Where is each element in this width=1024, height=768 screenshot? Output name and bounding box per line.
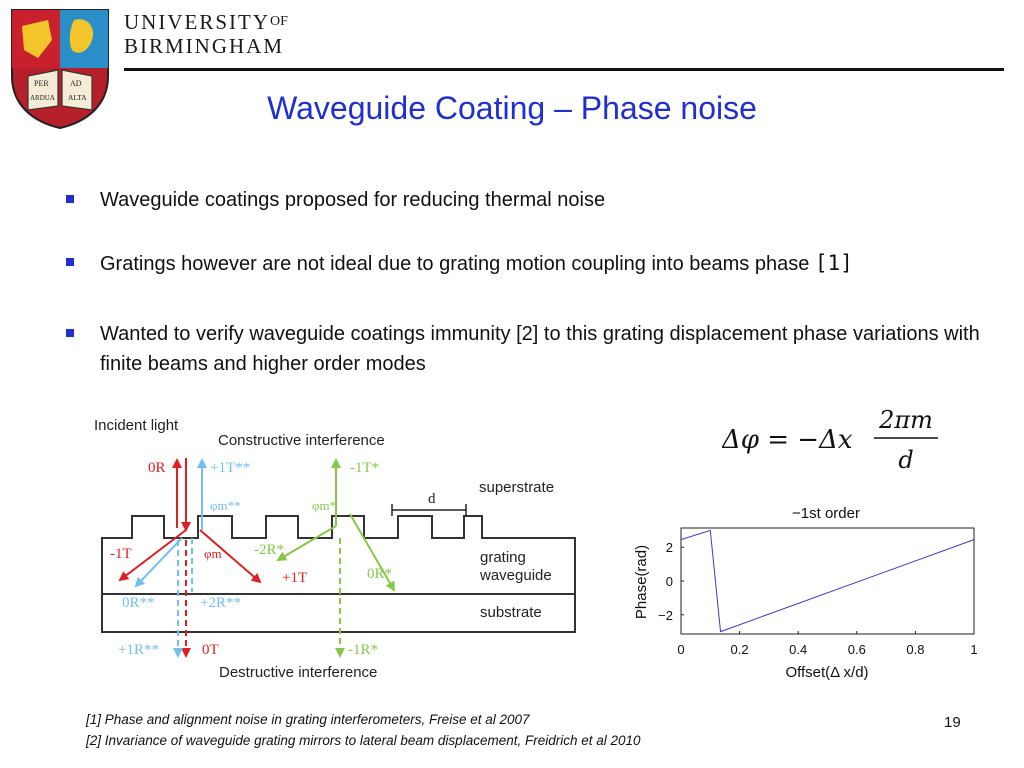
reference-item: [1] Phase and alignment noise in grating interferometers, Freise et al 2007	[86, 712, 530, 727]
bullet-reference: [1]	[814, 251, 853, 275]
beam-label: φm**	[210, 498, 241, 513]
svg-text:AD: AD	[70, 79, 82, 88]
x-tick-label: 0.8	[906, 642, 925, 657]
period-d-label: d	[428, 491, 436, 507]
x-axis-label: Offset(Δ x/d)	[785, 664, 869, 681]
beam-label: -1T*	[350, 460, 380, 476]
page-number: 19	[944, 714, 961, 731]
destructive-label: Destructive interference	[219, 664, 378, 681]
svg-text:ARDUA: ARDUA	[30, 94, 55, 102]
formula-numerator: 2πm	[879, 406, 933, 434]
beam-label: φm	[204, 546, 222, 561]
bullet-square-icon	[66, 195, 74, 203]
y-axis-label: Phase(rad)	[633, 544, 650, 620]
university-line1: UNIVERSITY	[124, 10, 270, 34]
header-rule	[124, 68, 1004, 71]
bullet-text: Gratings however are not ideal due to grating motion coupling into beams phase	[100, 253, 815, 275]
university-line2: BIRMINGHAM	[124, 34, 285, 58]
x-tick-label: 0.6	[847, 642, 866, 657]
beam-label: +2R**	[200, 595, 241, 611]
bullet-square-icon	[66, 329, 74, 337]
plot-area	[681, 528, 974, 634]
beam-label: 0R	[148, 460, 166, 476]
formula-lhs: Δφ = −Δx	[722, 425, 853, 455]
bullet-item	[66, 248, 1006, 279]
reference-item: [2] Invariance of waveguide grating mirrors to lateral beam displacement, Freidrich et al 2010	[86, 733, 641, 748]
grating-diagram	[92, 410, 592, 685]
substrate-label: substrate	[480, 604, 542, 621]
beam-label: -1T	[110, 546, 132, 562]
constructive-label: Constructive interference	[218, 432, 385, 449]
y-tick-label: 2	[665, 540, 673, 556]
slide-title: Waveguide Coating – Phase noise	[267, 90, 757, 126]
waveguide-label: waveguide	[480, 567, 552, 584]
bullet-item	[66, 319, 1006, 379]
grating-label: grating	[480, 549, 526, 566]
beam-label: 0R*	[367, 566, 393, 582]
beam-label: -1R*	[348, 642, 378, 658]
beam-label: +1R**	[118, 642, 159, 658]
svg-text:PER: PER	[34, 79, 49, 88]
superstrate-label: superstrate	[479, 479, 555, 496]
phase-offset-chart	[622, 498, 982, 688]
university-wordmark	[124, 10, 288, 58]
beam-label: -2R*	[254, 542, 284, 558]
beam-label: +1T	[282, 570, 308, 586]
references	[86, 709, 641, 751]
phase-formula	[722, 400, 952, 480]
bullet-text: Wanted to verify waveguide coatings immunity [2] to this grating displacement phase variations with finite beams and higher order modes	[100, 323, 980, 375]
incident-light-label: Incident light	[94, 417, 179, 434]
bullet-list	[66, 185, 1006, 379]
svg-text:ALTA: ALTA	[68, 93, 87, 102]
beam-label: 0R**	[122, 595, 155, 611]
bullet-square-icon	[66, 258, 74, 266]
y-tick-label: −2	[658, 607, 673, 623]
bullet-text: Waveguide coatings proposed for reducing thermal noise	[100, 189, 606, 211]
formula-denominator: d	[898, 446, 914, 474]
series-line	[681, 530, 974, 631]
beam-label: φm*	[312, 498, 337, 513]
y-tick-label: 0	[665, 574, 673, 589]
chart-title: −1st order	[792, 505, 860, 522]
x-tick-label: 0	[677, 642, 685, 657]
beam-label: +1T**	[210, 460, 251, 476]
university-of: OF	[270, 14, 288, 29]
x-tick-label: 0.4	[789, 642, 808, 657]
beam-label: 0T	[202, 642, 219, 658]
x-tick-label: 0.2	[730, 642, 749, 657]
bullet-item	[66, 185, 1006, 215]
x-tick-label: 1	[970, 642, 978, 657]
